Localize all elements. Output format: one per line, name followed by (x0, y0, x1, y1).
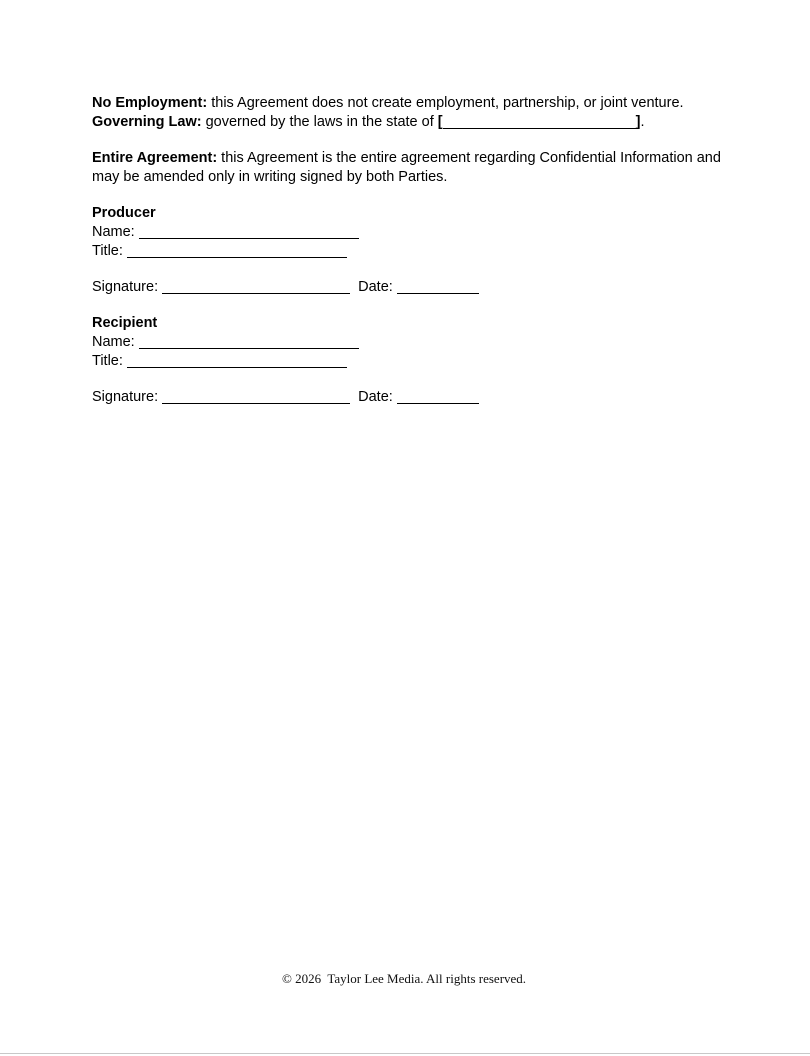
producer-name-field[interactable] (139, 224, 359, 239)
recipient-signature-field[interactable] (162, 389, 350, 404)
clause-text: governed by the laws in the state of (201, 114, 438, 130)
clause-no-employment (92, 94, 722, 113)
producer-signature-block (92, 204, 722, 297)
date-label: Date: (358, 279, 393, 295)
recipient-title-line (92, 352, 722, 371)
producer-signature-field[interactable] (162, 279, 350, 294)
clause-end: . (640, 114, 645, 130)
clause-text: this Agreement is the entire agreement regarding Confidential Information and may be amended only in writing signed by both Parties. (92, 150, 721, 185)
producer-date-field[interactable] (397, 279, 479, 294)
document-body (92, 94, 722, 407)
producer-title-line (92, 242, 722, 261)
recipient-name-field[interactable] (139, 334, 359, 349)
recipient-heading: Recipient (92, 315, 158, 331)
recipient-signature-line (92, 388, 722, 407)
recipient-date-field[interactable] (397, 389, 479, 404)
producer-signature-line (92, 278, 722, 297)
name-label: Name: (92, 334, 135, 350)
title-label: Title: (92, 353, 123, 369)
recipient-name-line (92, 333, 722, 352)
clause-entire-agreement (92, 149, 722, 187)
title-label: Title: (92, 243, 123, 259)
clause-label: Governing Law: (92, 114, 202, 130)
name-label: Name: (92, 224, 135, 240)
page-edge-divider (0, 1053, 810, 1054)
bracket-close: ] (635, 114, 641, 130)
bracket-open: [ (437, 114, 443, 130)
clause-label: Entire Agreement: (92, 150, 218, 166)
copyright-footer: © 2026 Taylor Lee Media. All rights reserved. (281, 971, 527, 986)
producer-name-line (92, 223, 722, 242)
producer-heading: Producer (92, 205, 156, 221)
clause-text: this Agreement does not create employment, partnership, or joint venture. (207, 95, 684, 111)
clause-governing-law (92, 113, 722, 132)
recipient-signature-block (92, 314, 722, 407)
producer-title-field[interactable] (127, 243, 347, 258)
signature-label: Signature: (92, 389, 159, 405)
signature-label: Signature: (92, 279, 159, 295)
date-label: Date: (358, 389, 393, 405)
clause-label: No Employment: (92, 95, 208, 111)
recipient-title-field[interactable] (127, 353, 347, 368)
governing-state-blank[interactable] (443, 114, 636, 129)
